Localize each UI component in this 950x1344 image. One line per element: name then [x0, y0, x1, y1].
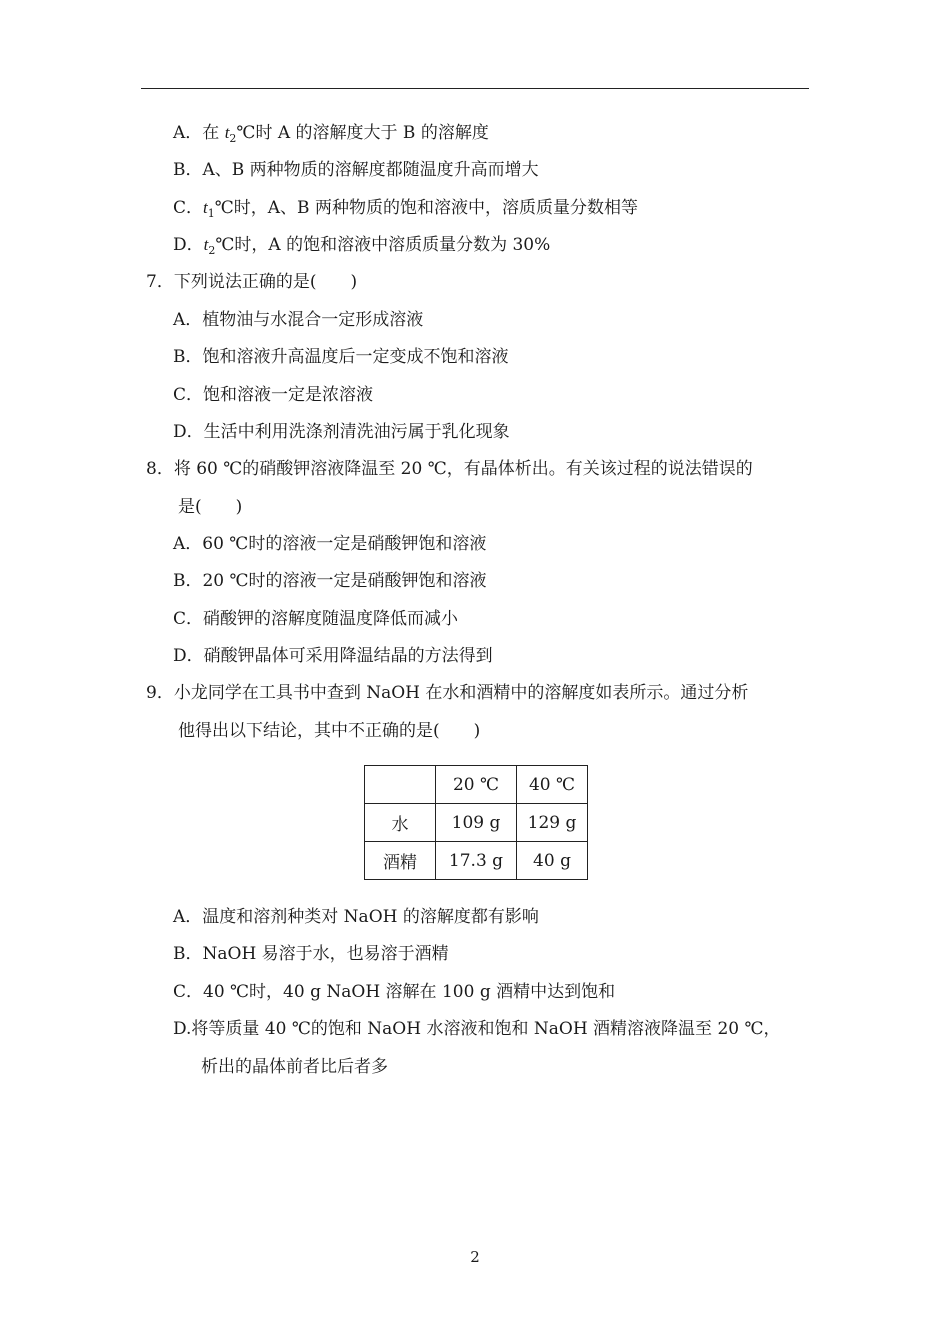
q9-option-d-line1: D.将等质量 40 ℃的饱和 NaOH 水溶液和饱和 NaOH 酒精溶液降温至 20 ℃， [173, 1019, 781, 1039]
q8-stem-line1: 8．将 60 ℃的硝酸钾溶液降温至 20 ℃，有晶体析出。有关该过程的说法错误的 [146, 459, 753, 479]
page-number: 2 [470, 1248, 480, 1266]
q6-option-d: D．$t_2℃$时，A 的饱和溶液中溶质质量分数为 30% [173, 235, 551, 257]
table-row [365, 842, 588, 880]
q9-option-b: B．NaOH 易溶于水，也易溶于酒精 [173, 944, 449, 964]
q8-stem-line2: 是( ) [178, 497, 243, 517]
table-cell: 40 g [517, 842, 588, 880]
table-cell: 20 ℃ [436, 766, 517, 804]
q9-stem-line1: 9．小龙同学在工具书中查到 NaOH 在水和酒精中的溶解度如表所示。通过分析 [146, 683, 749, 703]
q6-option-c: C．$t_1℃$时，A、B 两种物质的饱和溶液中，溶质质量分数相等 [173, 198, 638, 220]
table-row [365, 804, 588, 842]
q9-option-a: A．温度和溶剂种类对 NaOH 的溶解度都有影响 [173, 907, 539, 927]
q9-stem-line2: 他得出以下结论，其中不正确的是( ) [178, 721, 481, 741]
table-cell: 129 g [517, 804, 588, 842]
q8-option-c: C．硝酸钾的溶解度随温度降低而减小 [173, 609, 459, 629]
q7-option-a: A．植物油与水混合一定形成溶液 [173, 310, 424, 330]
table-cell: 酒精 [365, 842, 436, 880]
table-cell: 水 [365, 804, 436, 842]
table-cell: 109 g [436, 804, 517, 842]
solubility-table [364, 765, 588, 880]
q9-option-d-line2: 析出的晶体前者比后者多 [201, 1057, 388, 1077]
q7-stem: 7．下列说法正确的是( ) [146, 272, 358, 292]
table-header-row [365, 766, 588, 804]
q6-option-b: B．A、B 两种物质的溶解度都随温度升高而增大 [173, 160, 539, 180]
table-cell: 17.3 g [436, 842, 517, 880]
table-cell: 40 ℃ [517, 766, 588, 804]
q7-option-c: C．饱和溶液一定是浓溶液 [173, 385, 374, 405]
header-rule [141, 88, 809, 89]
table-cell [365, 766, 436, 804]
q9-option-c: C．40 ℃时，40 g NaOH 溶解在 100 g 酒精中达到饱和 [173, 982, 616, 1002]
q7-option-b: B．饱和溶液升高温度后一定变成不饱和溶液 [173, 347, 509, 367]
q8-option-b: B．20 ℃时的溶液一定是硝酸钾饱和溶液 [173, 571, 487, 591]
q6-option-a: A．在 $t_2℃$时 A 的溶解度大于 B 的溶解度 [173, 123, 489, 145]
q8-option-d: D．硝酸钾晶体可采用降温结晶的方法得到 [173, 646, 493, 666]
q8-option-a: A．60 ℃时的溶液一定是硝酸钾饱和溶液 [173, 534, 487, 554]
q7-option-d: D．生活中利用洗涤剂清洗油污属于乳化现象 [173, 422, 510, 442]
